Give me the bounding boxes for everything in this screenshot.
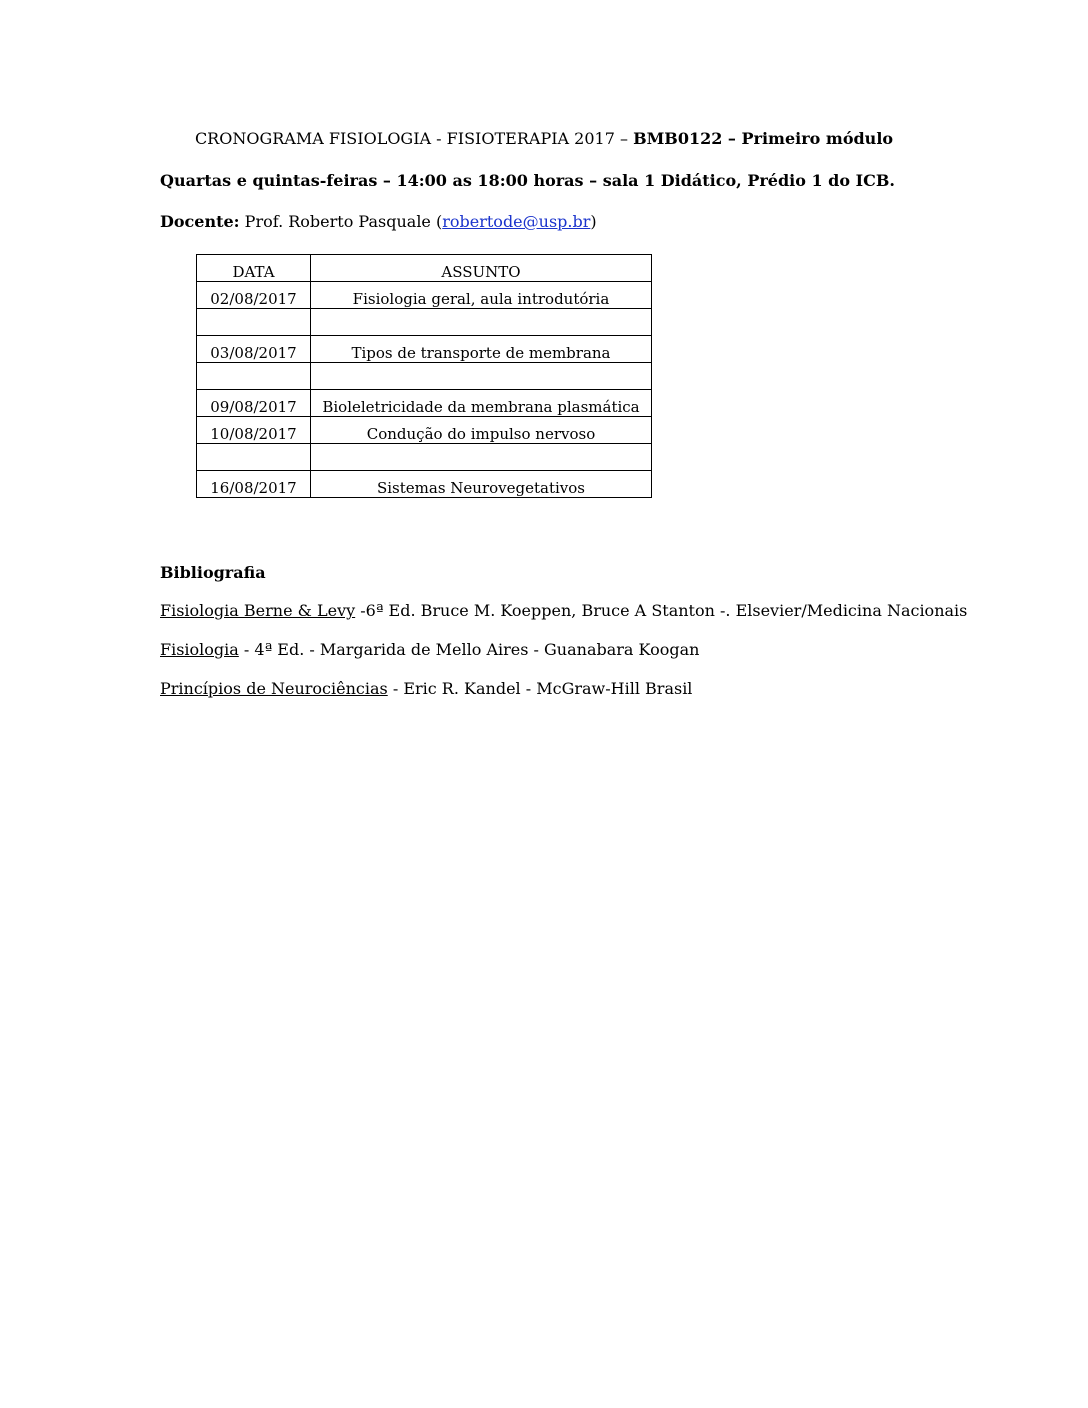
bibliography-entry-title: Fisiologia [160,640,239,659]
table-row [197,417,652,444]
docente-name: Prof. Roberto Pasquale ( [244,212,443,231]
bibliography-entry-details: -6ª Ed. Bruce M. Koeppen, Bruce A Stanton -. Elsevier/Medicina Nacionais [355,601,968,620]
column-header-date: DATA [197,255,311,282]
cell-date: 10/08/2017 [197,417,311,444]
cell-subject: Bioleletricidade da membrana plasmática [311,390,652,417]
bibliography-entry-title: Princípios de Neurociências [160,679,388,698]
docente-close: ) [590,212,597,231]
cell-date: 16/08/2017 [197,471,311,498]
cell-date [197,444,311,471]
cell-date [197,363,311,390]
bibliography-entry-details: - 4ª Ed. - Margarida de Mello Aires - Guanabara Koogan [238,640,700,659]
bibliography-entry-title: Fisiologia Berne & Levy [160,601,356,620]
column-header-subject: ASSUNTO [311,255,652,282]
table-row [197,282,652,309]
title-plain: CRONOGRAMA FISIOLOGIA - FISIOTERAPIA 2017 – [194,129,628,148]
cell-date: 02/08/2017 [197,282,311,309]
bibliography-entry-details: - Eric R. Kandel - McGraw-Hill Brasil [387,679,693,698]
table-row [197,336,652,363]
cell-subject: Tipos de transporte de membrana [311,336,652,363]
docente-label: Docente: [160,212,240,231]
bibliography-heading: Bibliografia [160,563,266,582]
bibliography-entry [160,600,967,622]
cell-date: 03/08/2017 [197,336,311,363]
schedule-line: Quartas e quintas-feiras – 14:00 as 18:00 horas – sala 1 Didático, Prédio 1 do ICB. [160,171,895,190]
cell-date [197,309,311,336]
table-row [197,444,652,471]
cell-subject: Sistemas Neurovegetativos [311,471,652,498]
cell-subject [311,444,652,471]
cell-date: 09/08/2017 [197,390,311,417]
table-row [197,390,652,417]
bibliography-entry [160,678,692,700]
table-row [197,471,652,498]
docente-line [160,211,597,233]
bibliography-entry [160,639,699,661]
table-row [197,363,652,390]
cell-subject: Condução do impulso nervoso [311,417,652,444]
table-header-row [197,255,652,282]
title-bold: BMB0122 – Primeiro módulo [633,129,894,148]
schedule-table [196,254,652,498]
page-title [0,128,1088,150]
docente-email-link[interactable]: robertode@usp.br [442,212,591,231]
table-row [197,309,652,336]
cell-subject: Fisiologia geral, aula introdutória [311,282,652,309]
cell-subject [311,363,652,390]
cell-subject [311,309,652,336]
